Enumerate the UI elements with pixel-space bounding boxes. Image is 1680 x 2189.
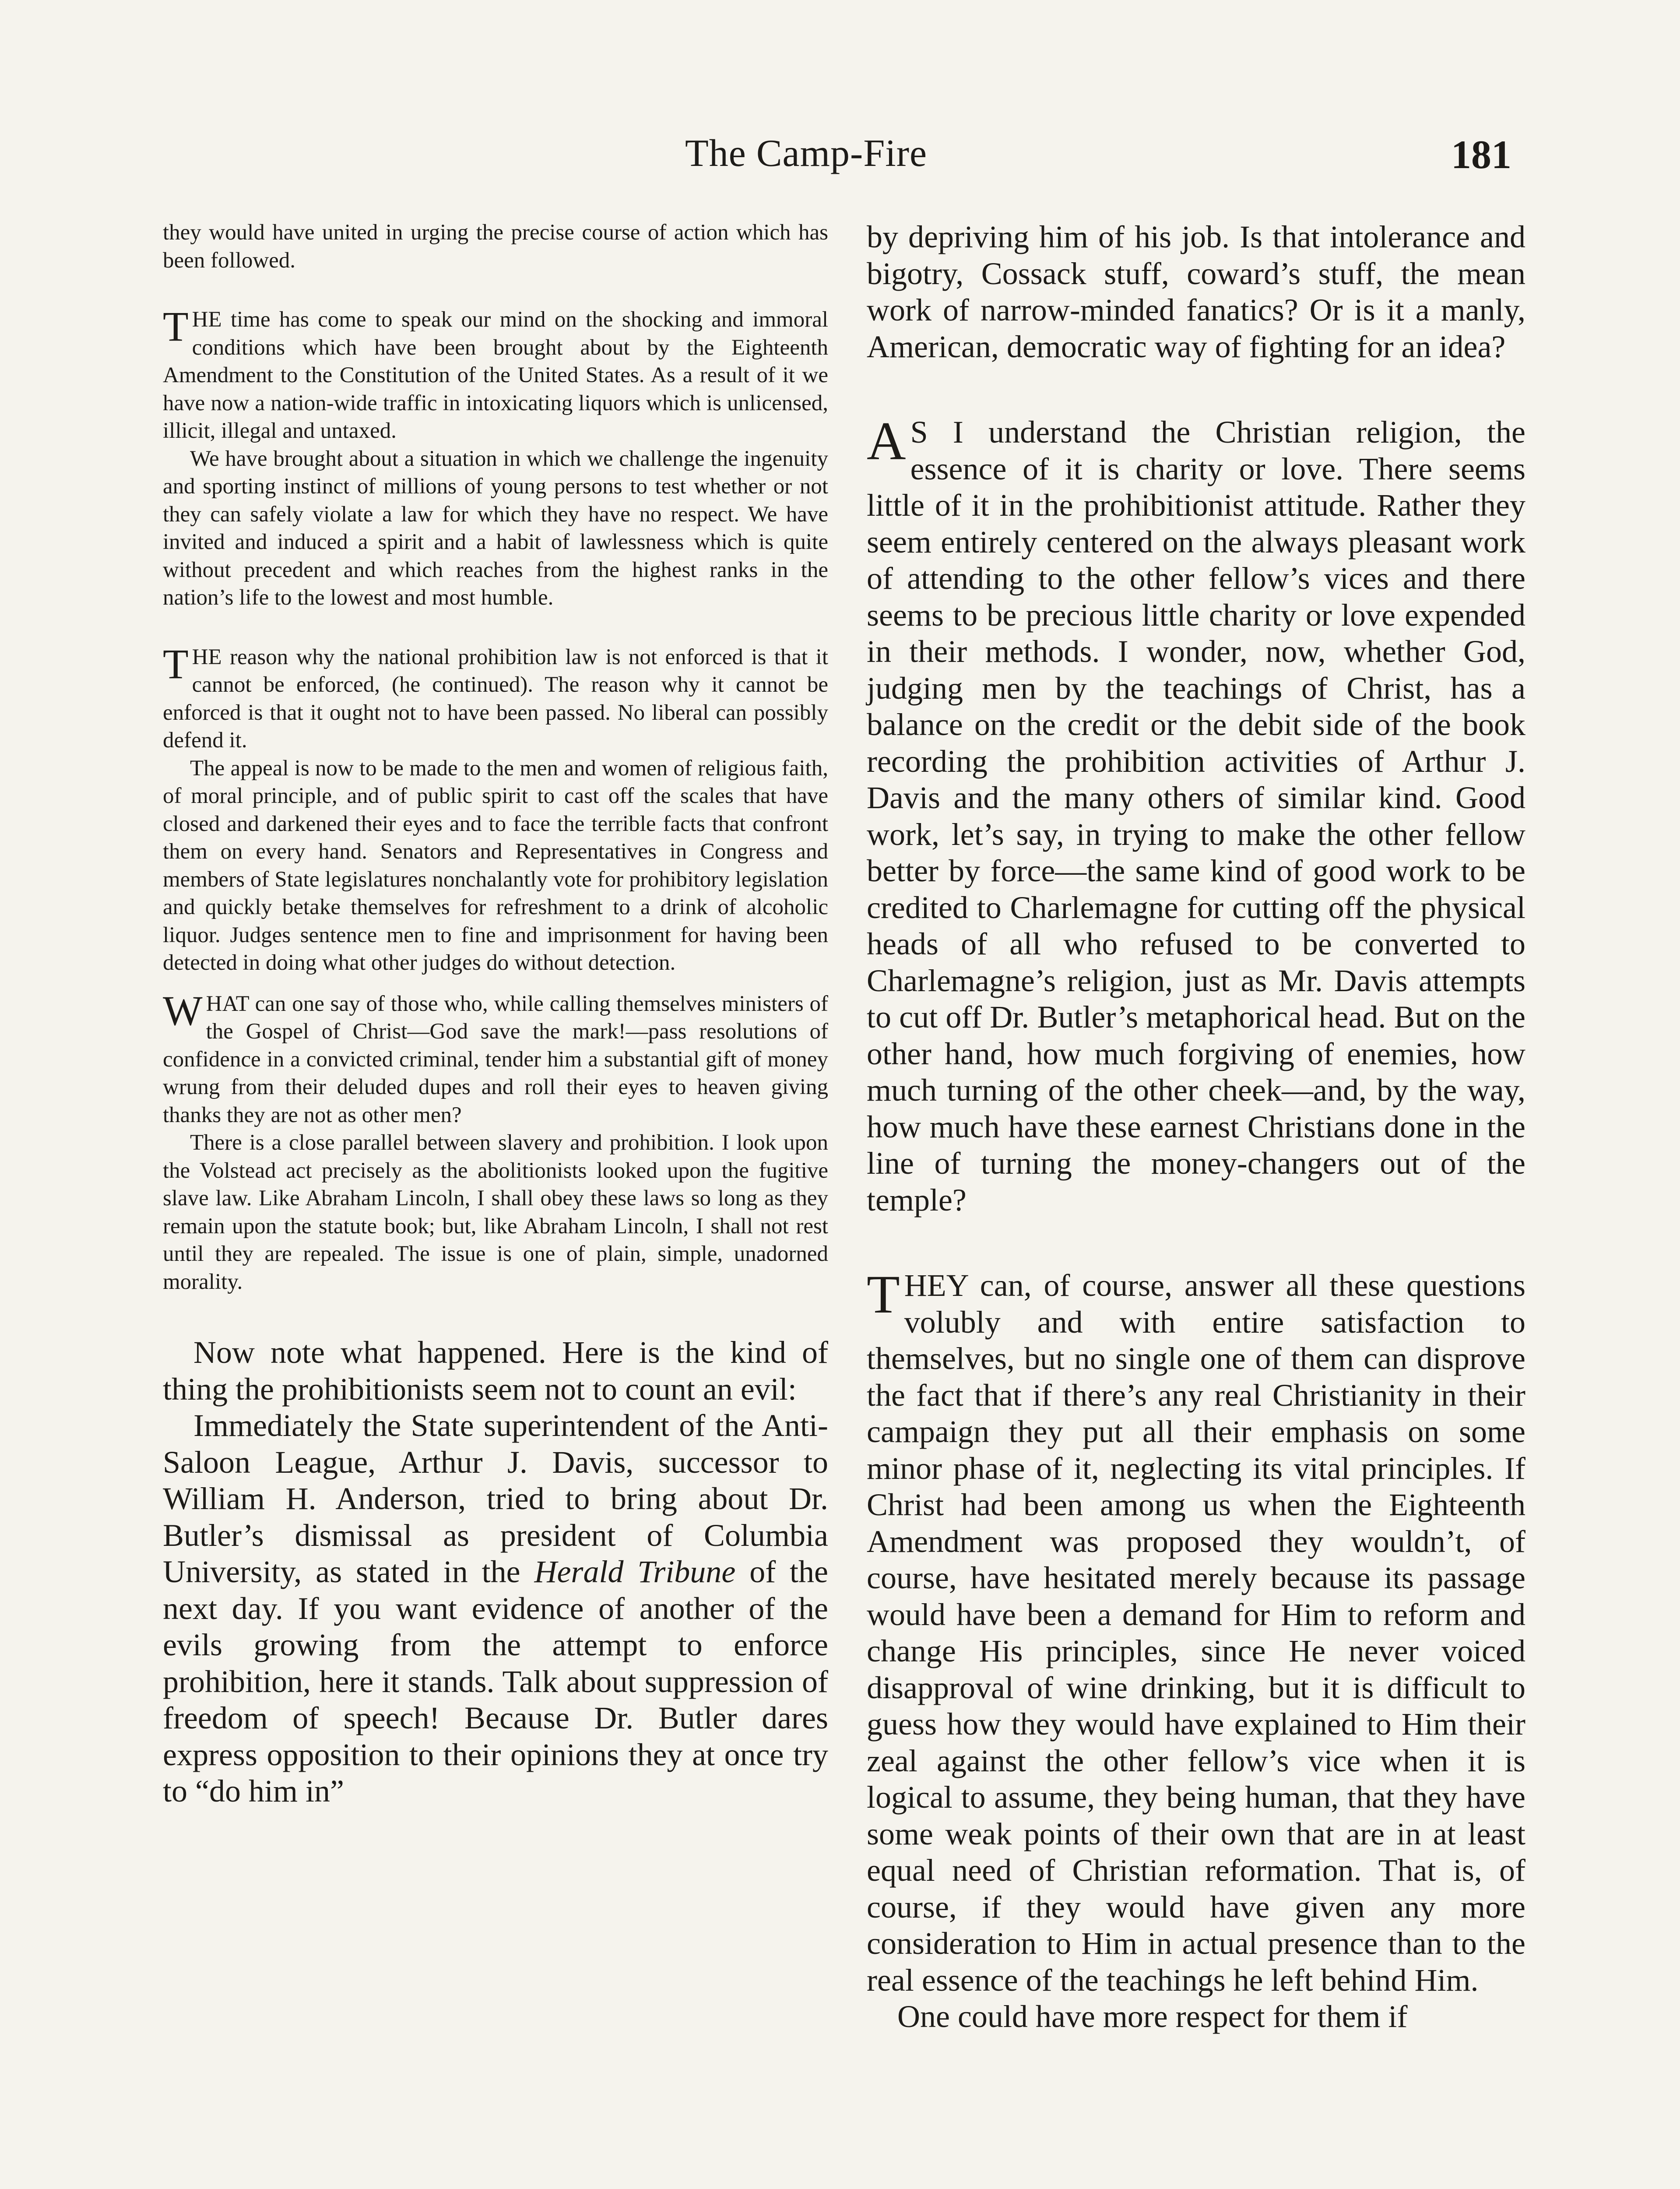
- paragraph: We have brought about a situation in which we challenge the ingenuity and sporting instinct of millions of young persons to test whether or not they can safely violate a law for which they have no respect. We have invited and induced a spirit and a habit of lawlessness which is quite without precedent and which reaches from the highest ranks in the nation’s life to the lowest and most humble.: [163, 446, 828, 610]
- paragraph: Now note what happened. Here is the kind of thing the prohibitionists seem not to count an evil:: [163, 1335, 828, 1407]
- paragraph: There is a close parallel between slavery and prohibition. I look upon the Volstead act precisely as the abolitionists looked upon the fugitive slave law. Like Abraham Lincoln, I shall obey these laws so long as they remain upon the statute book; but, like Abraham Lincoln, I shall not rest until they are repealed. The issue is one of plain, simple, unadorned morality.: [163, 1130, 828, 1294]
- paragraph: A S I understand the Christian religion, the essence of it is charity or love. There seems little of it in the prohibitionist attitude. Rather they seem entirely centered on the always pleasant work of attending to the other fellow’s vices and there seems to be precious little charity or love expended in their methods. I wonder, now, whether God, judging men by the teachings of Christ, has a balance on the credit or the debit side of the book recording the prohibition activities of Arthur J. Davis and the many others of similar kind. Good work, let’s say, in trying to make the other fellow better by force—the same kind of good work to be credited to Charlemagne for cutting off the physical heads of all who refused to be converted to Charlemagne’s religion, just as Mr. Davis attempts to cut off Dr. Butler’s metaphorical head. But on the other hand, how much forgiving of enemies, how much turning of the other cheek—and, by the way, how much have these earnest Christians done in the line of turning the money-changers out of the temple?: [867, 411, 1525, 1218]
- editorial-text: [163, 1334, 828, 1810]
- drop-cap: W: [163, 987, 203, 1034]
- paragraph: by depriving him of his job. Is that intolerance and bigotry, Cossack stuff, coward’s stuff, the mean work of narrow-minded fanatics? Or is it a manly, American, democratic way of fighting for an idea?: [867, 219, 1525, 364]
- right-column: [867, 219, 1525, 2035]
- paragraph: THE time has come to speak our mind on the shocking and immoral conditions which have been brought about by the Eighteenth Amendment to the Constitution of the United States. As a result of it we have now a nation-wide traffic in intoxicating liquors which is unlicensed, illicit, illegal and untaxed.: [163, 303, 828, 443]
- newspaper-title: Herald Tribune: [534, 1554, 736, 1589]
- drop-cap: T: [163, 640, 189, 687]
- paragraph: THE reason why the national prohibition law is not enforced is that it cannot be enforced, (he continued). The reason why it cannot be enforced is that it ought not to have been passed. No liberal can possibly defend it.: [163, 640, 828, 753]
- paragraph: THEY can, of course, answer all these questions volubly and with entire satisfaction to themselves, but no single one of them can disprove the fact that if there’s any real Christianity in their campaign they put all their emphasis on some minor phase of it, neglecting its vital principles. If Christ had been among us when the Eighteenth Amendment was proposed they wouldn’t, of course, have hesitated merely because its passage would have been a demand for Him to reform and change His principles, since He never voiced disapproval of wine drinking, but it is difficult to guess how they would have explained to Him their zeal against the other fellow’s vice when it is logical to assume, they being human, that they have some weak points of their own that are in at least equal need of Christian reformation. That is, of course, if they would have given any more consideration to Him in actual presence than to the real essence of the teachings he left behind Him.: [867, 1264, 1525, 1998]
- drop-cap: T: [163, 303, 189, 350]
- quoted-statement: [163, 219, 828, 1296]
- drop-cap: A: [867, 411, 906, 471]
- drop-cap: T: [867, 1264, 900, 1324]
- running-title: The Camp-Fire: [685, 132, 928, 175]
- paragraph: they would have united in urging the precise course of action which has been followed.: [163, 220, 828, 273]
- left-column: [163, 219, 828, 1810]
- paragraph: The appeal is now to be made to the men and women of religious faith, of moral principle, and of public spirit to cast off the scales that have closed and darkened their eyes and to face the terrible facts that confront them on every hand. Senators and Representatives in Congress and members of State legislatures nonchalantly vote for prohibitory legislation and quickly betake themselves for refreshment to a drink of alcoholic liquor. Judges sentence men to fine and imprisonment for having been detected in doing what other judges do without detection.: [163, 756, 828, 975]
- paragraph: Immediately the State superintendent of the Anti-Saloon League, Arthur J. Davis, successor to William H. Anderson, tried to bring about Dr. Butler’s dismissal as president of Columbia University, as stated in the Herald Tribune of the next day. If you want evidence of another of the evils growing from the attempt to enforce prohibition, here it stands. Talk about suppression of freedom of speech! Because Dr. Butler dares express opposition to their opinions they at once try to “do him in”: [163, 1408, 829, 1809]
- page-header: [0, 131, 1680, 179]
- page-number: 181: [1451, 132, 1511, 177]
- editorial-text: [867, 219, 1525, 2035]
- paragraph: WHAT can one say of those who, while calling themselves ministers of the Gospel of Christ—God save the mark!—pass resolutions of confidence in a convicted criminal, tender him a substantial gift of money wrung from their deluded dupes and roll their eyes to heaven giving thanks they are not as other men?: [163, 987, 828, 1127]
- paragraph: One could have more respect for them if: [897, 1999, 1408, 2034]
